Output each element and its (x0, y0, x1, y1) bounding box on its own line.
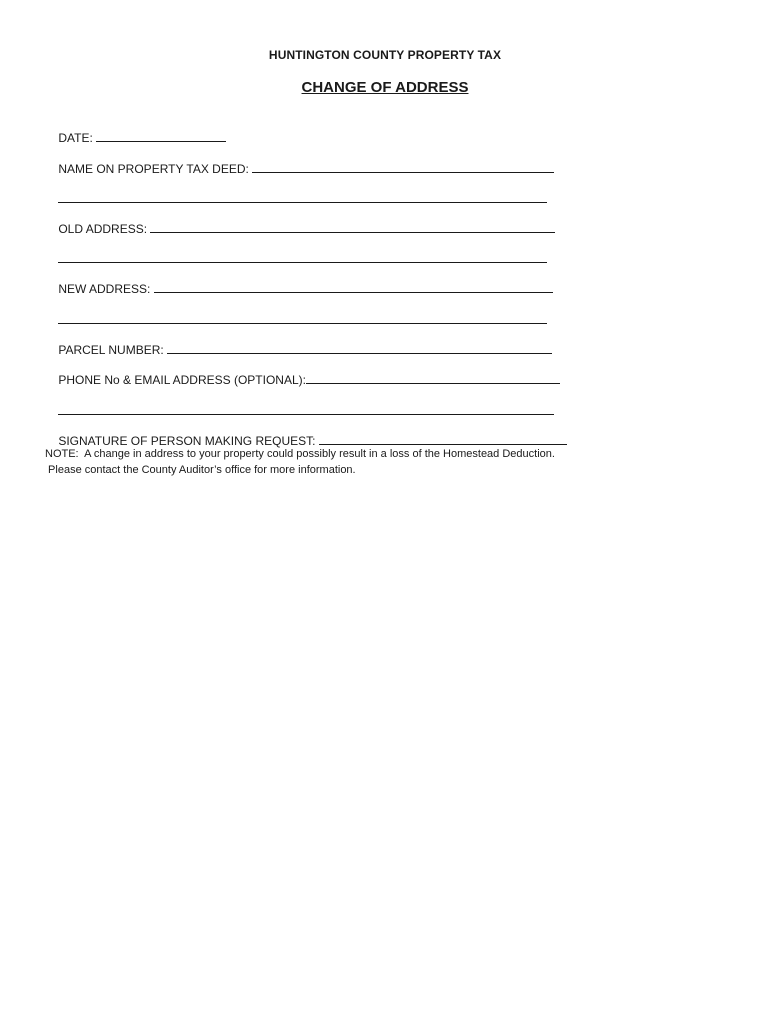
old-address-field[interactable] (150, 220, 555, 233)
parcel-field[interactable] (167, 341, 552, 354)
new-address-label: NEW ADDRESS: (58, 282, 154, 296)
form-title: CHANGE OF ADDRESS (301, 79, 469, 96)
phone-email-field[interactable] (306, 371, 560, 384)
note-line-1: NOTE: A change in address to your property could possibly result in a loss of the Homestead Deduction. (45, 448, 555, 460)
note-line-2: Please contact the County Auditor’s office for more information. (45, 464, 356, 476)
date-label: DATE: (58, 131, 97, 145)
signature-field[interactable] (319, 432, 567, 445)
old-address-label: OLD ADDRESS: (58, 222, 151, 236)
name-label: NAME ON PROPERTY TAX DEED: (58, 162, 253, 176)
document-header: HUNTINGTON COUNTY PROPERTY TAX (268, 48, 502, 62)
signature-label: SIGNATURE OF PERSON MAKING REQUEST: (58, 434, 319, 448)
parcel-label: PARCEL NUMBER: (58, 343, 168, 357)
name-field-continuation[interactable] (58, 190, 547, 203)
date-field[interactable] (96, 129, 226, 142)
new-address-field[interactable] (154, 280, 553, 293)
phone-email-label: PHONE No & EMAIL ADDRESS (OPTIONAL): (58, 373, 306, 387)
name-field[interactable] (252, 160, 554, 173)
new-address-field-continuation[interactable] (58, 311, 547, 324)
phone-email-field-continuation[interactable] (58, 402, 554, 415)
old-address-field-continuation[interactable] (58, 250, 547, 263)
